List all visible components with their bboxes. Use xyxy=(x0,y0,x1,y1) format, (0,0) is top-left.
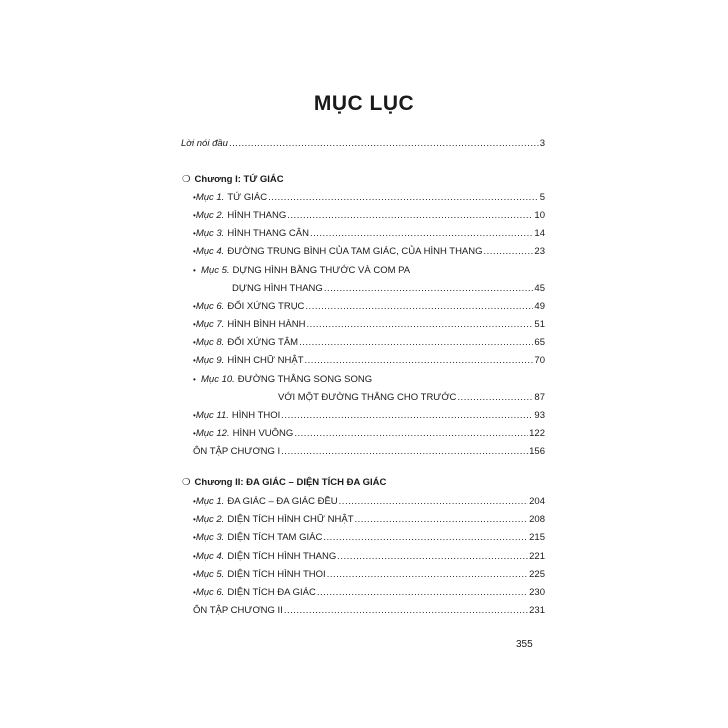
toc-entry-page: 23 xyxy=(534,246,545,257)
toc-entry-page: 230 xyxy=(529,587,545,598)
section-number: Mục 3. xyxy=(195,228,225,239)
page-title: MỤC LỤC xyxy=(313,92,415,115)
dot-leader xyxy=(305,301,533,313)
toc-entry-page: 93 xyxy=(534,410,545,421)
toc-entry-preface xyxy=(181,138,545,150)
bullet-icon: • xyxy=(193,266,196,275)
bullet-icon: • xyxy=(193,338,196,347)
toc-entry xyxy=(193,496,545,508)
toc-entry-review xyxy=(193,446,545,458)
toc-entry xyxy=(193,569,545,581)
dot-leader xyxy=(310,228,533,240)
toc-entry-page: 156 xyxy=(529,446,545,457)
toc-entry-label: ĐỐI XỨNG TRỤC xyxy=(227,301,305,312)
toc-entry-continuation xyxy=(278,392,545,404)
dot-leader xyxy=(281,446,528,458)
toc-entry-label: DỰNG HÌNH BẰNG THƯỚC VÀ COM PA xyxy=(232,265,411,276)
toc-entry xyxy=(193,337,545,349)
toc-entry-page: 204 xyxy=(529,496,545,507)
toc-entry-continuation xyxy=(232,283,545,295)
dot-leader xyxy=(305,355,534,367)
toc-entry-page: 65 xyxy=(534,337,545,348)
dot-leader xyxy=(229,138,539,150)
toc-entry-page: 215 xyxy=(529,532,545,543)
dot-leader xyxy=(323,532,528,544)
section-number: Mục 6. xyxy=(195,301,225,312)
dot-leader xyxy=(484,246,534,258)
toc-entry-page: 5 xyxy=(539,192,545,203)
page-number: 355 xyxy=(516,639,533,650)
bullet-icon: • xyxy=(193,375,196,384)
dot-leader xyxy=(339,496,528,508)
section-number: Mục 10. xyxy=(201,374,235,385)
bullet-icon: • xyxy=(193,497,196,506)
dot-leader xyxy=(268,192,539,204)
bullet-icon: • xyxy=(193,588,196,597)
section-number: Mục 7. xyxy=(195,319,225,330)
section-number: Mục 1. xyxy=(195,496,225,507)
circle-marker-icon: ❍ xyxy=(182,477,191,488)
dot-leader xyxy=(355,514,529,526)
toc-entry xyxy=(193,210,545,222)
section-number: Mục 9. xyxy=(195,355,225,366)
bullet-icon: • xyxy=(193,247,196,256)
dot-leader xyxy=(284,605,528,617)
section-number: Mục 5. xyxy=(195,569,225,580)
toc-entry-page: 221 xyxy=(529,551,545,562)
dot-leader xyxy=(327,569,528,581)
bullet-icon: • xyxy=(193,515,196,524)
section-number: Mục 4. xyxy=(195,551,225,562)
bullet-icon: • xyxy=(193,193,196,202)
toc-entry-label: Lời nói đầu xyxy=(181,138,228,149)
bullet-icon: • xyxy=(193,429,196,438)
toc-entry-page: 14 xyxy=(534,228,545,239)
toc-entry xyxy=(193,319,545,331)
dot-leader xyxy=(306,319,533,331)
dot-leader xyxy=(281,410,533,422)
toc-entry xyxy=(193,228,545,240)
chapter-title: Chương I: TỨ GIÁC xyxy=(194,174,284,185)
toc-entry-label: HÌNH CHỮ NHẬT xyxy=(227,355,304,366)
toc-entry-label-cont: DỰNG HÌNH THANG xyxy=(232,283,323,294)
toc-entry-label: HÌNH BÌNH HÀNH xyxy=(227,319,306,330)
toc-entry-label: DIỆN TÍCH HÌNH THANG xyxy=(227,551,337,562)
toc-entry-label: ĐƯỜNG TRUNG BÌNH CỦA TAM GIÁC, CỦA HÌNH THANG xyxy=(227,246,483,257)
toc-entry-page: 51 xyxy=(534,319,545,330)
toc-entry xyxy=(193,428,545,440)
bullet-icon: • xyxy=(193,356,196,365)
toc-entry-page: 122 xyxy=(529,428,545,439)
chapter-heading xyxy=(182,477,386,489)
toc-entry-page: 10 xyxy=(534,210,545,221)
toc-entry-label: HÌNH VUÔNG xyxy=(232,428,294,439)
bullet-icon: • xyxy=(193,411,196,420)
toc-entry-label: ÔN TẬP CHƯƠNG II xyxy=(193,605,283,616)
bullet-icon: • xyxy=(193,533,196,542)
toc-entry-page: 231 xyxy=(529,605,545,616)
toc-entry-review xyxy=(193,605,545,617)
dot-leader xyxy=(324,283,534,295)
toc-entry-label: DIỆN TÍCH TAM GIÁC xyxy=(227,532,323,543)
toc-entry-label-cont: VỚI MỘT ĐƯỜNG THẲNG CHO TRƯỚC xyxy=(278,392,457,403)
chapter-title: Chương II: ĐA GIÁC – DIỆN TÍCH ĐA GIÁC xyxy=(194,477,387,488)
toc-entry-label: ĐƯỜNG THẲNG SONG SONG xyxy=(237,374,373,385)
toc-entry-page: 45 xyxy=(534,283,545,294)
toc-entry-page: 208 xyxy=(529,514,545,525)
toc-entry-label: ĐỐI XỨNG TÂM xyxy=(227,337,299,348)
section-number: Mục 4. xyxy=(195,246,225,257)
toc-entry-page: 87 xyxy=(534,392,545,403)
toc-entry-label: HÌNH THANG CÂN xyxy=(227,228,309,239)
toc-entry-label: HÌNH THOI xyxy=(231,410,281,421)
section-number: Mục 8. xyxy=(195,337,225,348)
circle-marker-icon: ❍ xyxy=(182,174,191,185)
section-number: Mục 5. xyxy=(201,265,230,276)
bullet-icon: • xyxy=(193,302,196,311)
toc-entry-page: 49 xyxy=(534,301,545,312)
dot-leader xyxy=(299,337,533,349)
toc-entry xyxy=(193,551,545,563)
bullet-icon: • xyxy=(193,229,196,238)
section-number: Mục 1. xyxy=(195,192,225,203)
bullet-icon: • xyxy=(193,320,196,329)
toc-entry-label: DIỆN TÍCH HÌNH THOI xyxy=(227,569,326,580)
section-number: Mục 6. xyxy=(195,587,225,598)
toc-entry-label: HÌNH THANG xyxy=(227,210,287,221)
toc-entry-page: 225 xyxy=(529,569,545,580)
section-number: Mục 2. xyxy=(195,210,225,221)
section-number: Mục 12. xyxy=(195,428,230,439)
section-number: Mục 3. xyxy=(195,532,225,543)
bullet-icon: • xyxy=(193,211,196,220)
toc-entry xyxy=(193,355,545,367)
dot-leader xyxy=(337,551,528,563)
toc-entry xyxy=(193,587,545,599)
toc-entry xyxy=(193,514,545,526)
toc-entry-label: TỨ GIÁC xyxy=(227,192,268,203)
toc-entry-label: DIỆN TÍCH HÌNH CHỮ NHẬT xyxy=(227,514,354,525)
dot-leader xyxy=(294,428,528,440)
bullet-icon: • xyxy=(193,570,196,579)
toc-entry-label: DIỆN TÍCH ĐA GIÁC xyxy=(227,587,316,598)
toc-entry xyxy=(193,374,545,386)
section-number: Mục 2. xyxy=(195,514,225,525)
dot-leader xyxy=(317,587,528,599)
bullet-icon: • xyxy=(193,552,196,561)
toc-entry xyxy=(193,265,545,277)
chapter-heading xyxy=(182,174,284,186)
toc-entry xyxy=(193,301,545,313)
toc-entry xyxy=(193,410,545,422)
toc-entry xyxy=(193,532,545,544)
toc-entry xyxy=(193,192,545,204)
section-number: Mục 11. xyxy=(195,410,229,421)
dot-leader xyxy=(457,392,533,404)
toc-entry xyxy=(193,246,545,258)
dot-leader xyxy=(287,210,533,222)
toc-entry-page: 3 xyxy=(539,138,545,149)
toc-entry-label: ÔN TẬP CHƯƠNG I xyxy=(193,446,281,457)
toc-entry-label: ĐA GIÁC – ĐA GIÁC ĐỀU xyxy=(227,496,338,507)
toc-entry-page: 70 xyxy=(534,355,545,366)
